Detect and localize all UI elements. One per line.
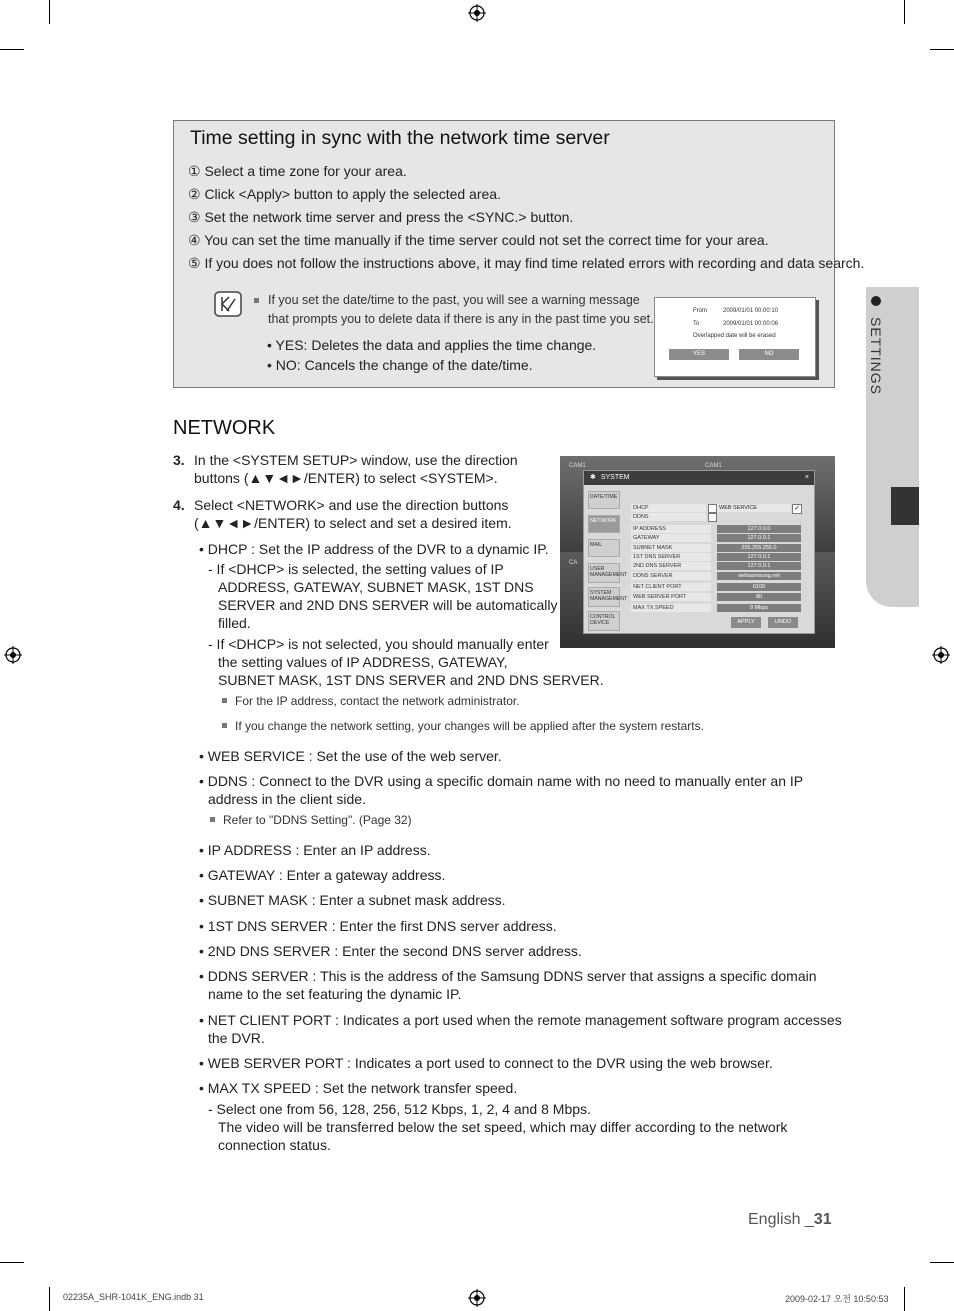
note-line-1: If you set the date/time to the past, you will see a warning message bbox=[268, 293, 640, 307]
net-client-port-field[interactable]: 6100 bbox=[717, 583, 801, 591]
to-value: 2009/01/01 00:00:06 bbox=[723, 321, 779, 327]
menu-mail[interactable]: MAIL bbox=[588, 539, 620, 557]
tab-marker bbox=[891, 487, 919, 525]
menu-control-device[interactable]: CONTROL DEVICE bbox=[588, 611, 620, 631]
apply-button[interactable]: APPLY bbox=[731, 617, 761, 628]
no-button[interactable]: NO bbox=[739, 349, 799, 360]
system-network-screenshot bbox=[560, 456, 835, 648]
undo-button[interactable]: UNDO bbox=[768, 617, 798, 628]
note-bullet-icon bbox=[222, 723, 227, 728]
max-tx-line-1: - Select one from 56, 128, 256, 512 Kbps, 1, 2, 4 and 8 Mbps. bbox=[208, 1101, 591, 1117]
field-label: 1ST DNS SERVER bbox=[631, 553, 711, 561]
print-date: 2009-02-17 오전 10:50:53 bbox=[785, 1294, 889, 1304]
dhcp-note-2-text: If you change the network setting, your changes will be applied after the system restarts. bbox=[235, 719, 704, 733]
bullet-subnet-mask: • SUBNET MASK : Enter a subnet mask address. bbox=[199, 892, 506, 908]
option-no: • NO: Cancels the change of the date/time. bbox=[267, 357, 533, 373]
step-3: ③ Set the network time server and press the <SYNC.> button. bbox=[188, 209, 574, 225]
max-tx-speed-select[interactable]: 8 Mbps bbox=[717, 604, 801, 612]
ddns-checkbox[interactable] bbox=[708, 513, 717, 522]
step-4-line-1: Select <NETWORK> and use the direction buttons bbox=[194, 497, 509, 513]
crop-mark bbox=[904, 1287, 905, 1311]
max-tx-line-2: The video will be transferred below the set speed, which may differ according to the network bbox=[218, 1119, 788, 1135]
page-label: English _ bbox=[748, 1211, 814, 1228]
cam-label: CAM1 bbox=[705, 463, 722, 469]
settings-side-tab bbox=[866, 287, 919, 607]
subnet-mask-field[interactable]: 255.255.255.0 bbox=[717, 544, 801, 552]
dhcp-label: DHCP bbox=[631, 504, 706, 512]
registration-mark-icon bbox=[468, 4, 486, 22]
note-icon bbox=[214, 291, 242, 317]
dns1-field[interactable]: 127.0.0.1 bbox=[717, 553, 801, 561]
step-2: ② Click <Apply> button to apply the selected area. bbox=[188, 186, 501, 202]
print-file-name: 02235A_SHR-1041K_ENG.indb 31 bbox=[63, 1292, 204, 1302]
web-service-checkbox[interactable]: ✓ bbox=[792, 504, 802, 514]
dhcp-note-1 bbox=[222, 694, 520, 708]
page-number bbox=[748, 1211, 832, 1229]
field-label: WEB SERVER PORT bbox=[631, 593, 711, 601]
crop-mark bbox=[0, 49, 24, 50]
dhcp-checkbox[interactable] bbox=[708, 504, 717, 513]
field-label: IP ADDRESS bbox=[631, 525, 711, 533]
bullet-ddns-server-cont: name to the set featuring the dynamic IP. bbox=[208, 986, 462, 1002]
bullet-ip-address: • IP ADDRESS : Enter an IP address. bbox=[199, 842, 431, 858]
close-icon[interactable]: × bbox=[804, 474, 809, 481]
field-label: 2ND DNS SERVER bbox=[631, 562, 711, 570]
bullet-2nd-dns: • 2ND DNS SERVER : Enter the second DNS server address. bbox=[199, 943, 582, 959]
dhcp-line-5: filled. bbox=[218, 615, 251, 631]
dhcp-line-1: • DHCP : Set the IP address of the DVR to a dynamic IP. bbox=[199, 541, 549, 557]
ddns-label: DDNS bbox=[631, 513, 706, 521]
web-server-port-field[interactable]: 80 bbox=[717, 593, 801, 601]
system-dialog bbox=[583, 470, 815, 634]
to-label: To bbox=[693, 321, 700, 327]
registration-mark-icon bbox=[468, 1289, 486, 1307]
note-bullet-icon bbox=[210, 817, 215, 822]
step-5: ⑤ If you does not follow the instructions above, it may find time related errors with recording and data search. bbox=[188, 255, 865, 271]
warning-message: Overlapped date will be erased bbox=[693, 333, 776, 339]
step-3-number: 3. bbox=[173, 452, 185, 468]
gateway-field[interactable]: 127.0.0.1 bbox=[717, 534, 801, 542]
option-yes: • YES: Deletes the data and applies the time change. bbox=[267, 337, 597, 353]
step-4: ④ You can set the time manually if the time server could not set the correct time for your area. bbox=[188, 232, 769, 248]
crop-mark bbox=[49, 1287, 50, 1311]
field-label: GATEWAY bbox=[631, 534, 711, 542]
warning-dialog bbox=[654, 297, 816, 377]
menu-date-time[interactable]: DATE/TIME bbox=[588, 491, 620, 509]
dhcp-line-4: SERVER and 2ND DNS SERVER will be automatically bbox=[218, 597, 558, 613]
note-bullet-icon bbox=[222, 698, 227, 703]
bullet-web-service: • WEB SERVICE : Set the use of the web server. bbox=[199, 748, 502, 764]
bullet-ddns-cont: address in the client side. bbox=[208, 791, 366, 807]
max-tx-line-3: connection status. bbox=[218, 1137, 331, 1153]
dns2-field[interactable]: 127.0.0.1 bbox=[717, 562, 801, 570]
ip-address-field[interactable]: 127.0.0.0 bbox=[717, 525, 801, 533]
system-dialog-title: SYSTEM bbox=[600, 474, 630, 481]
step-4-number: 4. bbox=[173, 497, 185, 513]
page-number-value: 31 bbox=[813, 1211, 832, 1228]
bullet-web-server-port: • WEB SERVER PORT : Indicates a port used to connect to the DVR using the web browser. bbox=[199, 1055, 773, 1071]
cam-label: CA bbox=[569, 560, 578, 566]
menu-user-management[interactable]: USER MANAGEMENT bbox=[588, 563, 620, 583]
field-label: DDNS SERVER bbox=[631, 572, 711, 580]
step-3-line-2: buttons (▲▼◄►/ENTER) to select <SYSTEM>. bbox=[194, 470, 498, 486]
from-value: 2009/01/01 00:00:10 bbox=[723, 308, 779, 314]
dhcp-line-8: SUBNET MASK, 1ST DNS SERVER and 2ND DNS SERVER. bbox=[218, 672, 604, 688]
field-label: MAX TX SPEED bbox=[631, 604, 711, 612]
bullet-ddns-server: • DDNS SERVER : This is the address of the Samsung DDNS server that assigns a specific domain bbox=[199, 968, 817, 984]
gear-icon: ✱ bbox=[590, 474, 596, 481]
tab-dot-icon bbox=[871, 296, 881, 306]
from-label: From bbox=[693, 308, 707, 314]
system-dialog-header bbox=[584, 471, 814, 485]
dhcp-line-7: the setting values of IP ADDRESS, GATEWAY, bbox=[218, 654, 508, 670]
bullet-max-tx-speed: • MAX TX SPEED : Set the network transfer speed. bbox=[199, 1080, 518, 1096]
ddns-ref-text: Refer to "DDNS Setting". (Page 32) bbox=[223, 813, 412, 827]
web-service-label: WEB SERVICE bbox=[717, 504, 791, 512]
bullet-net-client-port: • NET CLIENT PORT : Indicates a port used when the remote management software program accesses bbox=[199, 1012, 842, 1028]
registration-mark-icon bbox=[932, 646, 950, 664]
dhcp-note-1-text: For the IP address, contact the network administrator. bbox=[235, 694, 520, 708]
step-3-line-1: In the <SYSTEM SETUP> window, use the direction bbox=[194, 452, 518, 468]
menu-system-management[interactable]: SYSTEM MANAGEMENT bbox=[588, 587, 620, 607]
ddns-ref-note bbox=[210, 813, 412, 827]
note-line-2: that prompts you to delete data if there is any in the past time you set. bbox=[268, 312, 654, 326]
box-title: Time setting in sync with the network time server bbox=[190, 127, 610, 149]
registration-mark-icon bbox=[4, 646, 22, 664]
bullet-net-client-port-cont: the DVR. bbox=[208, 1030, 265, 1046]
crop-mark bbox=[49, 0, 50, 24]
bullet-ddns: • DDNS : Connect to the DVR using a specific domain name with no need to manually enter an IP bbox=[199, 773, 804, 789]
dhcp-line-2: - If <DHCP> is selected, the setting values of IP bbox=[208, 561, 504, 577]
step-4-line-2: (▲▼◄►/ENTER) to select and set a desired item. bbox=[194, 515, 512, 531]
note-bullet-icon bbox=[254, 298, 259, 303]
ddns-server-field[interactable]: websamsung.net bbox=[717, 572, 801, 580]
dhcp-note-2 bbox=[222, 719, 704, 733]
step-1: ① Select a time zone for your area. bbox=[188, 163, 407, 179]
crop-mark bbox=[0, 1262, 24, 1263]
bullet-gateway: • GATEWAY : Enter a gateway address. bbox=[199, 867, 446, 883]
crop-mark bbox=[930, 1262, 954, 1263]
field-label: NET CLIENT PORT bbox=[631, 583, 711, 591]
menu-network[interactable]: NETWORK bbox=[588, 515, 620, 533]
bullet-1st-dns: • 1ST DNS SERVER : Enter the first DNS server address. bbox=[199, 918, 557, 934]
yes-button[interactable]: YES bbox=[669, 349, 729, 360]
crop-mark bbox=[930, 49, 954, 50]
side-tab-label: SETTINGS bbox=[868, 317, 884, 396]
cam-label: CAM1 bbox=[569, 463, 586, 469]
dhcp-line-3: ADDRESS, GATEWAY, SUBNET MASK, 1ST DNS bbox=[218, 579, 534, 595]
network-heading: NETWORK bbox=[173, 417, 276, 439]
dhcp-line-6: - If <DHCP> is not selected, you should manually enter bbox=[208, 636, 549, 652]
field-label: SUBNET MASK bbox=[631, 544, 711, 552]
crop-mark bbox=[904, 0, 905, 24]
